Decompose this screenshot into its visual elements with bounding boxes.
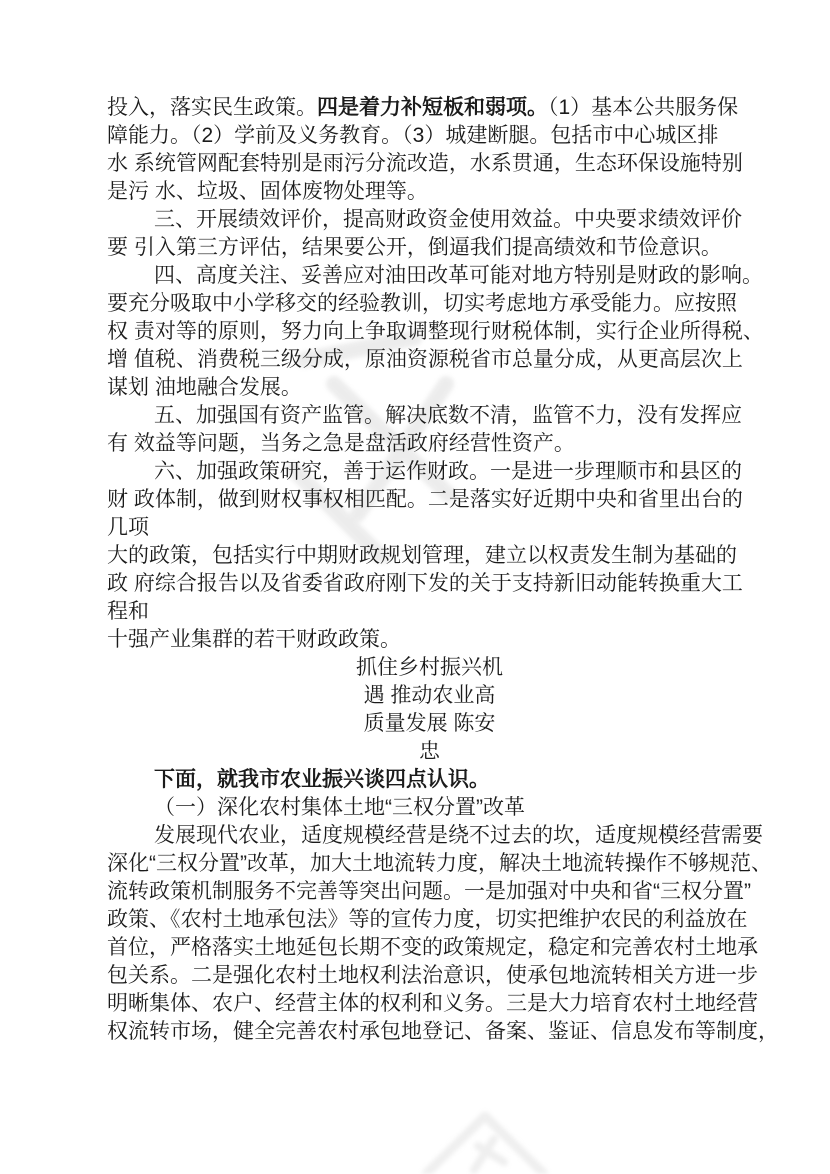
text-segment: 明晰集体、农户、经营主体的权利和义务。三是大力培育农村土地经营 [107,992,758,1015]
text-line [107,878,752,906]
text-line [107,906,752,934]
text-line [107,486,752,514]
text-segment: 下面，就我市农业振兴谈四点认识。 [154,768,490,791]
text-segment: 几项 [107,516,149,539]
text-segment: （1）基本公共服务保 [548,96,739,119]
text-segment: 有 效益等问题，当务之急是盘活政府经营性资产。 [107,432,575,455]
text-line [107,346,752,374]
text-line [107,318,764,346]
text-line [107,990,758,1018]
text-segment: 五、加强国有资产监管。解决底数不清，监管不力，没有发挥应 [154,404,742,427]
text-line [107,430,752,458]
text-line [107,262,763,290]
text-segment: 抓住乡村振兴机 [356,656,503,679]
text-line [107,850,772,878]
text-segment: 要 引入第三方评估，结果要公开，倒逼我们提高绩效和节俭意识。 [107,236,722,259]
text-segment: 质量发展 陈安 [363,712,496,735]
text-line [107,654,752,682]
text-segment: 首位，严格落实土地延包长期不变的政策规定，稳定和完善农村土地承 [107,936,758,959]
text-line [107,570,752,598]
text-segment: 深化“三权分置”改革，加大土地流转力度，解决土地流转操作不够规范、 [107,852,772,875]
text-segment: 增 值税、消费税三级分成，原油资源税省市总量分成，从更高层次上 [107,348,743,371]
text-segment: 包关系。二是强化农村土地权利法治意识，使承包地流转相关方进一步 [107,964,758,987]
text-line [107,402,752,430]
text-segment: 程和 [107,600,149,623]
text-segment: 遇 推动农业高 [363,684,496,707]
text-line [107,822,763,850]
watermark-logo-icon [410,1112,560,1174]
text-line [107,1018,779,1046]
text-segment: 四、高度关注、妥善应对油田改革可能对地方特别是财政的影响。 [154,264,763,287]
text-line [107,94,752,122]
text-segment: 水 系统管网配套特别是雨污分流改造，水系贯通，生态环保设施特别 [107,152,743,175]
text-segment: 是污 水、垃圾、固体废物处理等。 [107,180,428,203]
text-line [107,710,752,738]
text-line [107,290,752,318]
text-segment: 流转政策机制服务不完善等突出问题。一是加强对中央和省“三权分置” [107,880,751,903]
text-segment: 发展现代农业，适度规模经营是绕不过去的坎，适度规模经营需要 [154,824,763,847]
text-line [107,934,758,962]
text-line [107,598,752,626]
text-segment: 财 政体制，做到财权事权相匹配。二是落实好近期中央和省里出台的 [107,488,743,511]
text-line [107,374,752,402]
text-segment: 投入，落实民生政策。 [107,96,317,119]
text-line [107,766,752,794]
text-segment: 谋划 油地融合发展。 [107,376,302,399]
text-line [107,178,752,206]
text-segment: 十强产业集群的若干财政政策。 [107,628,401,651]
text-line [107,206,752,234]
text-line [107,122,752,150]
text-line [107,458,752,486]
text-line [107,738,752,766]
text-segment: 权 责对等的原则，努力向上争取调整现行财税体制，实行企业所得税、 [107,320,764,343]
text-line [107,962,758,990]
text-segment: 政策、《农村土地承包法》等的宣传力度，切实把维护农民的利益放在 [107,908,748,931]
text-segment: 三、开展绩效评价，提高财政资金使用效益。中央要求绩效评价 [154,208,742,231]
text-segment: 大的政策，包括实行中期财政规划管理，建立以权责发生制为基础的 [107,544,737,567]
text-segment: 六、加强政策研究，善于运作财政。一是进一步理顺市和县区的 [154,460,742,483]
text-line [107,626,752,654]
text-segment: 权流转市场，健全完善农村承包地登记、备案、鉴证、信息发布等制度， [107,1020,779,1043]
text-segment: 四是着力补短板和弱项。 [317,96,548,119]
text-line [107,514,752,542]
text-line [107,682,752,710]
text-segment: 政 府综合报告以及省委省政府刚下发的关于支持新旧动能转换重大工 [107,572,743,595]
text-segment: 障能力。（2）学前及义务教育。（3）城建断腿。包括市中心城区排 [107,124,719,147]
text-segment: （一）深化农村集体土地“三权分置”改革 [154,796,525,819]
text-line [107,542,752,570]
text-line [107,234,752,262]
text-line [107,794,752,822]
text-segment: 忠 [419,740,440,763]
document-body [107,94,779,1046]
text-line [107,150,752,178]
text-segment: 要充分吸取中小学移交的经验教训，切实考虑地方承受能力。应按照 [107,292,737,315]
